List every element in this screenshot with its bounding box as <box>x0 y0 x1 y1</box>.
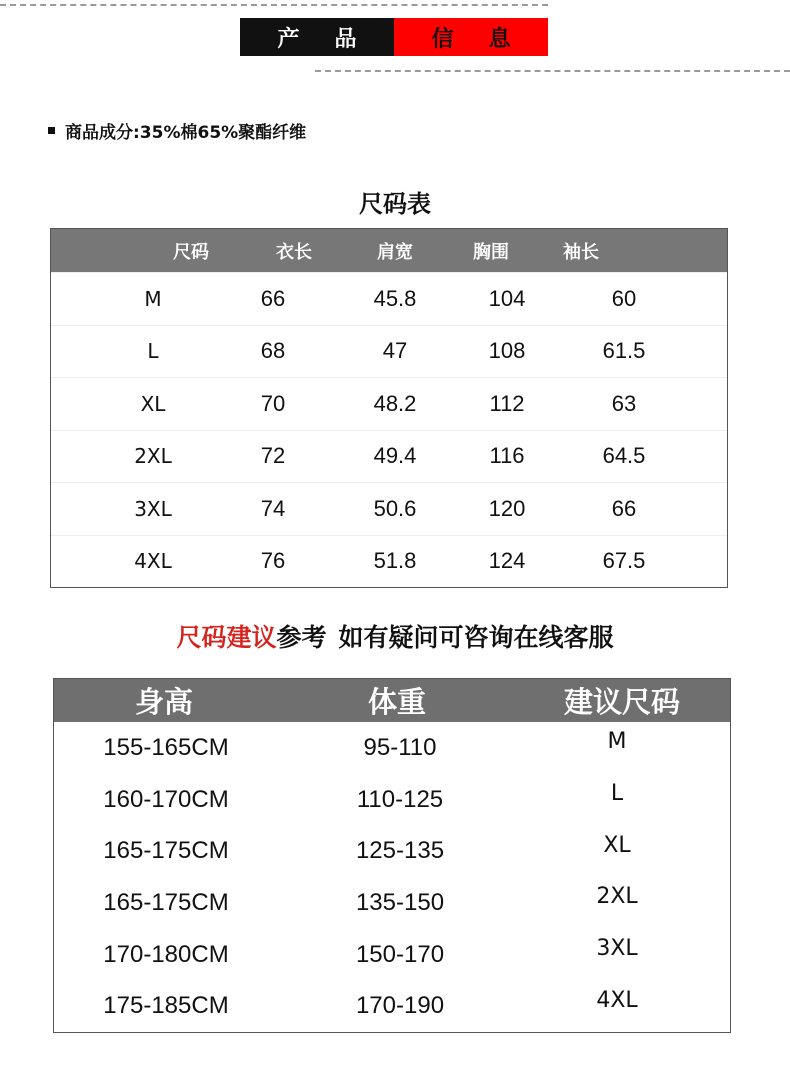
recommendation-header-row <box>54 679 730 722</box>
weight-cell: 150-170 <box>355 940 445 968</box>
shoulder-cell: 47 <box>382 338 408 364</box>
square-bullet-icon <box>48 127 55 134</box>
size-cell: 4XL <box>134 549 172 574</box>
table-row <box>51 535 727 588</box>
header-cell: 体重 <box>367 685 427 719</box>
size-cell: 3XL <box>134 496 172 521</box>
chest-cell: 120 <box>488 495 526 521</box>
material-info <box>48 118 306 143</box>
length-cell: 68 <box>260 338 286 364</box>
table-row <box>51 325 727 378</box>
sleeve-cell: 60 <box>611 285 637 311</box>
table-row <box>51 272 727 325</box>
header-cell: 尺码 <box>173 241 209 263</box>
sleeve-cell: 63 <box>611 390 637 416</box>
shoulder-cell: 48.2 <box>373 390 417 416</box>
size-cell: 2XL <box>134 444 172 469</box>
header-cell: 衣长 <box>276 241 312 263</box>
banner-char: 品 <box>334 26 357 52</box>
height-cell: 155-165CM <box>103 733 229 761</box>
advice-black-text: 参考 <box>276 623 327 652</box>
product-info-banner <box>240 18 548 56</box>
length-cell: 70 <box>260 390 286 416</box>
banner-char: 信 <box>431 26 454 52</box>
weight-cell: 95-110 <box>363 733 437 761</box>
header-cell: 胸围 <box>473 241 509 263</box>
size-advice-line <box>0 618 790 654</box>
weight-cell: 125-135 <box>355 837 445 865</box>
size-cell: M <box>144 286 162 311</box>
recommended-size-cell: M <box>607 729 627 755</box>
chest-cell: 116 <box>489 443 525 469</box>
weight-cell: 135-150 <box>355 888 445 916</box>
header-cell: 肩宽 <box>377 241 413 263</box>
height-cell: 165-175CM <box>103 888 229 916</box>
height-cell: 165-175CM <box>103 837 229 865</box>
banner-left-block <box>240 18 394 56</box>
weight-cell: 110-125 <box>356 785 444 813</box>
table-row <box>51 430 727 483</box>
table-row <box>54 980 730 1032</box>
length-cell: 76 <box>260 548 286 574</box>
advice-note: 如有疑问可咨询在线客服 <box>338 623 614 652</box>
recommended-size-cell: 4XL <box>596 987 638 1013</box>
header-cell: 建议尺码 <box>563 685 681 719</box>
banner-right-block <box>394 18 548 56</box>
size-chart-table <box>50 228 728 588</box>
table-row <box>54 877 730 929</box>
sleeve-cell: 67.5 <box>602 548 646 574</box>
shoulder-cell: 49.4 <box>373 443 417 469</box>
recommended-size-cell: 2XL <box>596 884 638 910</box>
table-row <box>54 929 730 981</box>
table-row <box>51 482 727 535</box>
top-dashed-divider <box>0 4 548 6</box>
banner-char: 产 <box>277 26 300 52</box>
header-cell: 身高 <box>134 685 194 719</box>
table-row <box>54 722 730 774</box>
material-label: 商品成分:35%棉65%聚酯纤维 <box>65 123 307 143</box>
recommended-size-cell: 3XL <box>596 936 638 962</box>
chest-cell: 124 <box>488 548 526 574</box>
bottom-dashed-divider <box>315 70 790 72</box>
length-cell: 72 <box>260 443 286 469</box>
shoulder-cell: 50.6 <box>373 495 417 521</box>
height-cell: 160-170CM <box>103 785 229 813</box>
table-row <box>54 825 730 877</box>
header-cell: 袖长 <box>563 241 599 263</box>
chest-cell: 104 <box>488 285 526 311</box>
sleeve-cell: 66 <box>611 495 637 521</box>
height-cell: 175-185CM <box>103 992 229 1020</box>
length-cell: 66 <box>260 285 286 311</box>
recommendation-table <box>53 678 731 1033</box>
weight-cell: 170-190 <box>355 992 445 1020</box>
size-chart-title: 尺码表 <box>359 190 431 218</box>
advice-red-text: 尺码建议 <box>176 623 277 652</box>
chest-cell: 112 <box>489 390 525 416</box>
recommended-size-cell: XL <box>603 832 631 858</box>
length-cell: 74 <box>260 495 286 521</box>
sleeve-cell: 64.5 <box>602 443 646 469</box>
banner-char: 息 <box>488 26 511 52</box>
shoulder-cell: 45.8 <box>373 285 417 311</box>
shoulder-cell: 51.8 <box>373 548 417 574</box>
size-chart-header-row <box>51 229 727 272</box>
size-cell: L <box>147 339 159 364</box>
table-row <box>51 377 727 430</box>
chest-cell: 108 <box>488 338 526 364</box>
size-cell: XL <box>140 391 166 416</box>
recommended-size-cell: L <box>610 781 624 807</box>
table-row <box>54 774 730 826</box>
height-cell: 170-180CM <box>103 940 229 968</box>
sleeve-cell: 61.5 <box>602 338 646 364</box>
